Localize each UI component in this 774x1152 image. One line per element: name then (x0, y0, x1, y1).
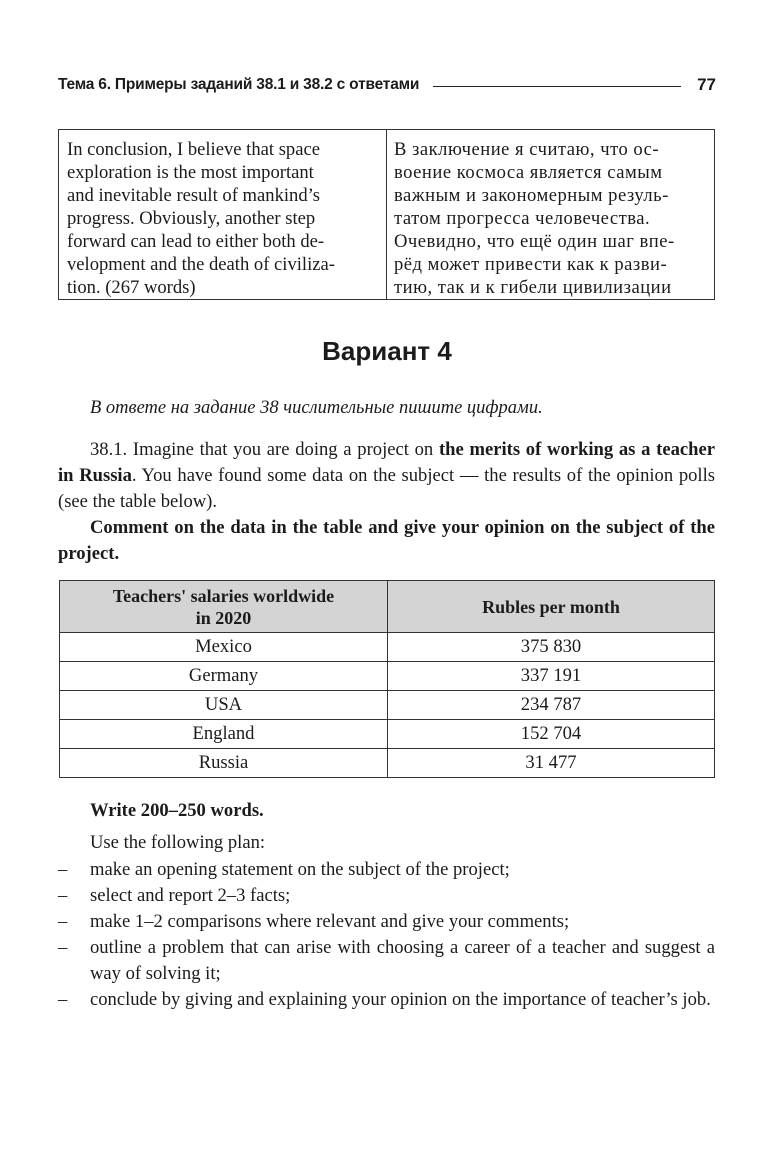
plan-item-text: select and report 2–3 facts; (90, 885, 291, 906)
task-block (58, 437, 715, 567)
header-rule (433, 86, 681, 87)
essay-translation-table (58, 129, 715, 300)
essay-russian-line: В заключение я считаю, что ос- (394, 139, 660, 160)
plan-intro: Use the following plan: (90, 832, 266, 853)
table-header-country-text: Teachers' salaries worldwide in 2020 (112, 585, 335, 628)
task-topic: the merits of working as a teacher in Russia (58, 439, 715, 486)
essay-english-line: exploration is the most important (67, 162, 314, 183)
table-cell-country: England (60, 720, 388, 749)
essay-russian-line: Очевидно, что ещё один шаг впе- (394, 231, 675, 252)
essay-russian-line: важным и закономерным резуль- (394, 185, 669, 206)
instruction-text: В ответе на задание 38 числительные пишите цифрами. (90, 398, 543, 418)
dash-bullet: – (58, 989, 68, 1010)
plan-item-text: make an opening statement on the subject of the project; (90, 859, 510, 880)
table-cell-salary: 234 787 (388, 691, 715, 720)
essay-russian-line: тию, так и к гибели цивилизации (394, 277, 672, 298)
table-cell-salary: 375 830 (388, 633, 715, 662)
table-row (60, 691, 715, 720)
table-header-row (60, 581, 715, 633)
table-cell-salary: 337 191 (388, 662, 715, 691)
dash-bullet: – (58, 911, 68, 932)
essay-russian-column (387, 130, 714, 299)
task-comment-text: Comment on the data in the table and give your opinion on the subject of the project. (58, 517, 715, 564)
essay-english-line: In conclusion, I believe that space (67, 139, 320, 160)
table-cell-country: Germany (60, 662, 388, 691)
essay-english-line: progress. Obviously, another step (67, 208, 316, 229)
plan-item (58, 883, 715, 909)
plan-item-text: outline a problem that can arise with choosing a career of a teacher and suggest a way of solving it; (90, 937, 715, 984)
plan-item (58, 857, 715, 883)
plan-item (58, 909, 715, 935)
table-header-country (60, 581, 388, 633)
table-cell-country: USA (60, 691, 388, 720)
variant-title: Вариант 4 (322, 336, 452, 366)
header-title: Тема 6. Примеры заданий 38.1 и 38.2 с ответами (58, 76, 420, 93)
essay-english-line: velopment and the death of civiliza- (67, 254, 335, 275)
running-header (58, 74, 716, 96)
word-count-requirement: Write 200–250 words. (90, 800, 264, 821)
plan-item (58, 987, 715, 1013)
plan-item-text: make 1–2 comparisons where relevant and give your comments; (90, 911, 570, 932)
table-header-salary: Rubles per month (388, 581, 715, 633)
dash-bullet: – (58, 859, 68, 880)
essay-russian-line: рёд может привести как к разви- (394, 254, 668, 275)
essay-english-line: and inevitable result of mankind’s (67, 185, 321, 206)
table-row (60, 662, 715, 691)
plan-list (58, 857, 715, 1013)
table-row (60, 749, 715, 778)
table-cell-salary: 152 704 (388, 720, 715, 749)
task-intro-end: . You have found some data on the subject — the results of the opinion polls (see the table below). (58, 465, 716, 512)
essay-english-line: forward can lead to either both de- (67, 231, 325, 252)
essay-russian-line: воение космоса является самым (394, 162, 663, 183)
essay-english-line: tion. (267 words) (67, 277, 196, 298)
task-intro (58, 437, 715, 515)
table-cell-salary: 31 477 (388, 749, 715, 778)
task-intro-start: 38.1. Imagine that you are doing a project on (90, 439, 439, 460)
page-number: 77 (697, 75, 716, 94)
table-cell-country: Mexico (60, 633, 388, 662)
essay-english-column (59, 130, 387, 299)
plan-item-text: conclude by giving and explaining your opinion on the importance of teacher’s job. (90, 989, 711, 1010)
table-row (60, 720, 715, 749)
table-row (60, 633, 715, 662)
table-cell-country: Russia (60, 749, 388, 778)
task-comment (58, 515, 715, 567)
salary-table (59, 580, 715, 778)
dash-bullet: – (58, 937, 68, 958)
essay-russian-line: татом прогресса человечества. (394, 208, 651, 229)
dash-bullet: – (58, 885, 68, 906)
plan-item (58, 935, 715, 987)
